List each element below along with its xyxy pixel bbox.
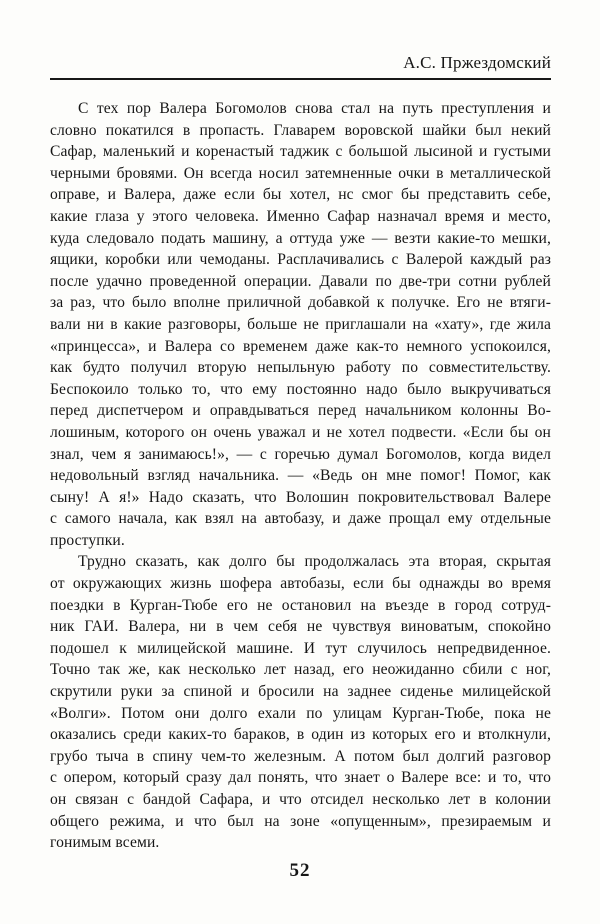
paragraph (50, 551, 551, 853)
text-line: С тех пор Валера Богомолов снова стал на путь преступления и (78, 100, 551, 117)
text-line: за раз, что было вполне приличной добавкой к получке. Его не втяги- (50, 294, 551, 312)
text-line: оказались среди каких-то бараков, в один из которых его и втолкнули, (50, 726, 551, 744)
page-number: 52 (289, 860, 311, 881)
text-line: «принцесса», и Валера со временем даже как-то немного успокоился, (50, 337, 551, 355)
text-line: проступки. (50, 531, 125, 549)
text-line: он связан с бандой Сафара, и что отсидел несколько лет в колонии (50, 791, 551, 808)
text-line: вали ни в какие разговоры, больше не приглашали на «хату», где жила (50, 315, 551, 333)
text-line: подошел к милицейской машине. И тут случилось непредвиденное. (50, 639, 551, 657)
text-line: Трудно сказать, как долго бы продолжалась эта вторая, скрытая (78, 553, 551, 571)
text-line: Беспокоило только то, что ему постоянно надо было выкручиваться (50, 380, 551, 398)
text-line: какие глаза у этого человека. Именно Сафар назначал время и место, (50, 207, 551, 225)
running-header (50, 52, 551, 73)
author-name: А.С. Пржездомский (403, 53, 551, 72)
text-line: «Волги». Потом они долго ехали по улицам Курган-Тюбе, пока не (50, 704, 551, 722)
text-line: перед диспетчером и оправдываться перед начальником колонны Во- (50, 402, 551, 420)
text-line: с самого начала, как взял на автобазу, и даже прощал ему отдельные (50, 510, 551, 528)
text-line: Сафар, маленький и коренастый таджик с большой лысиной и густыми (50, 143, 551, 161)
text-line: как будто получил вторую непыльную работу по совместительству. (50, 359, 551, 377)
paragraph (50, 98, 551, 551)
text-line: от окружающих жизнь шофера автобазы, если бы однажды во время (50, 575, 551, 593)
text-line: знал, чем я занимаюсь!», — с горечью думал Богомолов, когда видел (50, 445, 551, 463)
text-line: недовольный взгляд начальника. — «Ведь он мне помог! Помог, как (50, 467, 551, 485)
text-line: грубо тыча в спину чем-то железным. А потом был долгий разговор (50, 747, 551, 765)
text-line: с опером, который сразу дал понять, что знает о Валере все: и то, что (50, 769, 551, 787)
text-line: ник ГАИ. Валера, ни в чем себя не чувствуя виноватым, спокойно (50, 618, 551, 636)
text-line: черными бровями. Он всегда носил затемненные очки в металлической (50, 164, 551, 182)
header-rule (50, 78, 551, 80)
page-text (50, 98, 551, 854)
text-line: словно покатился в пропасть. Главарем воровской шайки был некий (50, 121, 551, 139)
text-line: куда следовало подать машину, а оттуда уже — везти какие-то мешки, (50, 229, 551, 247)
text-line: скрутили руки за спиной и бросили на заднее сиденье милицейской (50, 683, 551, 701)
text-line: общего режима, и что был на зоне «опущенным», презираемым и (50, 812, 551, 830)
text-line: ящики, коробки или чемоданы. Расплачивались с Валерой каждый раз (50, 251, 551, 269)
text-line: оправе, и Валера, даже если бы хотел, нс смог бы представить себе, (50, 186, 551, 204)
text-line: лошиным, которого он очень уважал и не хотел подвести. «Если бы он (50, 423, 551, 441)
text-line: после удачно проведенной операции. Давали по две-три сотни рублей (50, 272, 551, 290)
text-line: сыну! А я!» Надо сказать, что Волошин покровительствовал Валере (50, 488, 551, 506)
text-line: гонимым всеми. (50, 834, 160, 852)
text-line: Точно так же, как несколько лет назад, его неожиданно сбили с ног, (50, 661, 551, 679)
text-line: поездки в Курган-Тюбе его не остановил на въезде в город сотруд- (50, 596, 551, 614)
